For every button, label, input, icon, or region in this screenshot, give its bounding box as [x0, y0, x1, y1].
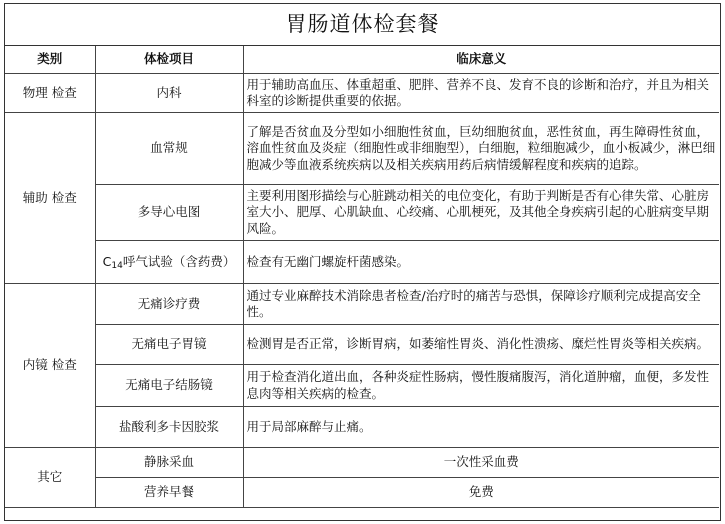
table-row [5, 478, 719, 508]
table-row [5, 185, 719, 241]
item-name-subscript: 14 [111, 260, 123, 271]
item-name-prefix: C [102, 253, 112, 269]
item-meaning: 检查有无幽门螺旋杆菌感染。 [243, 241, 719, 284]
item-meaning: 一次性采血费 [243, 448, 719, 478]
item-name: 血常规 [95, 113, 243, 185]
category-auxiliary: 辅助 检查 [5, 113, 95, 284]
exam-table [5, 46, 719, 508]
item-name: 多导心电图 [95, 185, 243, 241]
header-category: 类别 [5, 46, 95, 74]
table-row [5, 113, 719, 185]
package-sheet [4, 3, 721, 521]
item-name-suffix: 呼气试验（含药费） [122, 253, 236, 269]
item-name: 营养早餐 [95, 478, 243, 508]
item-meaning: 了解是否贫血及分型如小细胞性贫血，巨幼细胞贫血，恶性贫血，再生障碍性贫血，溶血性贫血及炎症（细胞性或非细胞型），白细胞，粒细胞减少，血小板减少，淋巴细胞减少等血液系统疾病以及相关疾病用药后病情缓解程度和疾病的追踪。 [243, 113, 719, 185]
header-item: 体检项目 [95, 46, 243, 74]
item-name: 盐酸利多卡因胶浆 [95, 407, 243, 448]
table-row [5, 241, 719, 284]
item-name: 无痛电子结肠镜 [95, 365, 243, 407]
header-meaning: 临床意义 [243, 46, 719, 74]
item-name: 无痛诊疗费 [95, 284, 243, 325]
item-name: 静脉采血 [95, 448, 243, 478]
table-row [5, 284, 719, 325]
page-title: 胃肠道体检套餐 [5, 4, 720, 46]
item-meaning: 主要利用图形描绘与心脏跳动相关的电位变化，有助于判断是否有心律失常、心脏房室大小、肥厚、心肌缺血、心绞痛、心肌梗死，及其他全身疾病引起的心脏病变早期风险。 [243, 185, 719, 241]
category-endoscopy: 内镜 检查 [5, 284, 95, 448]
table-row [5, 74, 719, 113]
item-meaning: 用于局部麻醉与止痛。 [243, 407, 719, 448]
table-row [5, 407, 719, 448]
item-name: 无痛电子胃镜 [95, 325, 243, 365]
item-name [95, 241, 243, 284]
table-row [5, 365, 719, 407]
item-meaning: 用于检查消化道出血，各种炎症性肠病，慢性腹痛腹泻，消化道肿瘤，血便，多发性息肉等相关疾病的检查。 [243, 365, 719, 407]
item-meaning: 用于辅助高血压、体重超重、肥胖、营养不良、发育不良的诊断和治疗，并且为相关科室的诊断提供重要的依据。 [243, 74, 719, 113]
category-physical: 物理 检查 [5, 74, 95, 113]
header-row [5, 46, 719, 74]
table-row [5, 325, 719, 365]
item-meaning: 通过专业麻醉技术消除患者检查/治疗时的痛苦与恐惧，保障诊疗顺利完成提高安全性。 [243, 284, 719, 325]
item-meaning: 免费 [243, 478, 719, 508]
table-row [5, 448, 719, 478]
item-name: 内科 [95, 74, 243, 113]
category-other: 其它 [5, 448, 95, 508]
item-meaning: 检测胃是否正常，诊断胃病，如萎缩性胃炎、消化性溃疡、糜烂性胃炎等相关疾病。 [243, 325, 719, 365]
